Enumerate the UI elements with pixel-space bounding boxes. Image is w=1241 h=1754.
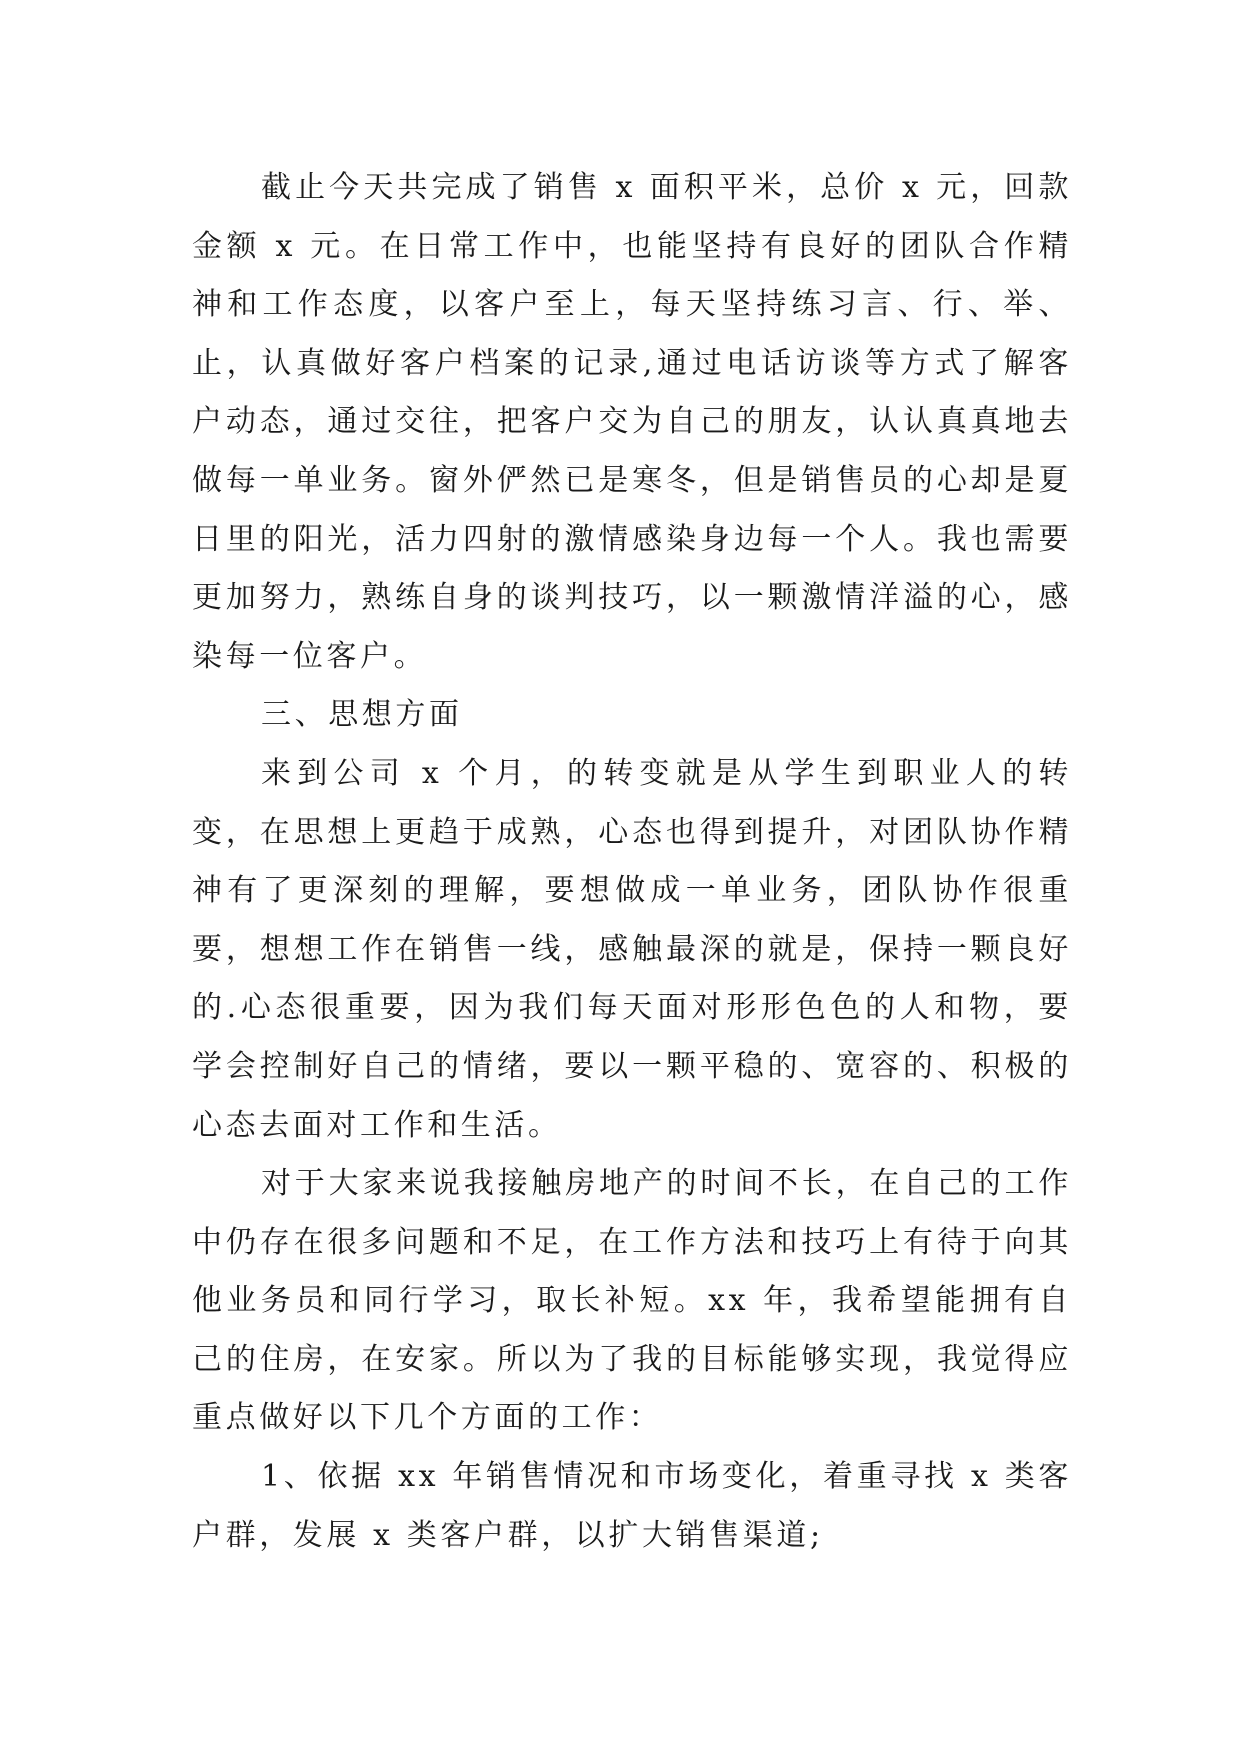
paragraph-plan-intro: 对于大家来说我接触房地产的时间不长，在自己的工作中仍存在很多问题和不足，在工作方法和技巧上有待于向其他业务员和同行学习，取长补短。xx 年，我希望能拥有自己的住房，在安家。所以为了我的目标能够实现，我觉得应重点做好以下几个方面的工作：: [192, 1166, 1072, 1436]
section-heading-thinking: 三、思想方面: [261, 697, 463, 733]
paragraph-thinking: 来到公司 x 个月，的转变就是从学生到职业人的转变，在思想上更趋于成熟，心态也得到提升，对团队协作精神有了更深刻的理解，要想做成一单业务，团队协作很重要，想想工作在销售一线，感触最深的就是，保持一颗良好的.心态很重要，因为我们每天面对形形色色的人和物，要学会控制好自己的情绪，要以一颗平稳的、宽容的、积极的心态去面对工作和生活。: [192, 755, 1072, 1143]
paragraph-plan-item-1: 1、依据 xx 年销售情况和市场变化，着重寻找 x 类客户群，发展 x 类客户群，以扩大销售渠道;: [192, 1459, 1072, 1553]
paragraph-sales-summary: 截止今天共完成了销售 x 面积平米，总价 x 元，回款金额 x 元。在日常工作中，也能坚持有良好的团队合作精神和工作态度，以客户至上，每天坚持练习言、行、举、止，认真做好客户档案的记录,通过电话访谈等方式了解客户动态，通过交往，把客户交为自己的朋友，认认真真地去做每一单业务。窗外俨然已是寒冬，但是销售员的心却是夏日里的阳光，活力四射的激情感染身边每一个人。我也需要更加努力，熟练自身的谈判技巧，以一颗激情洋溢的心，感染每一位客户。: [192, 170, 1072, 674]
document-body: [192, 159, 1072, 1565]
